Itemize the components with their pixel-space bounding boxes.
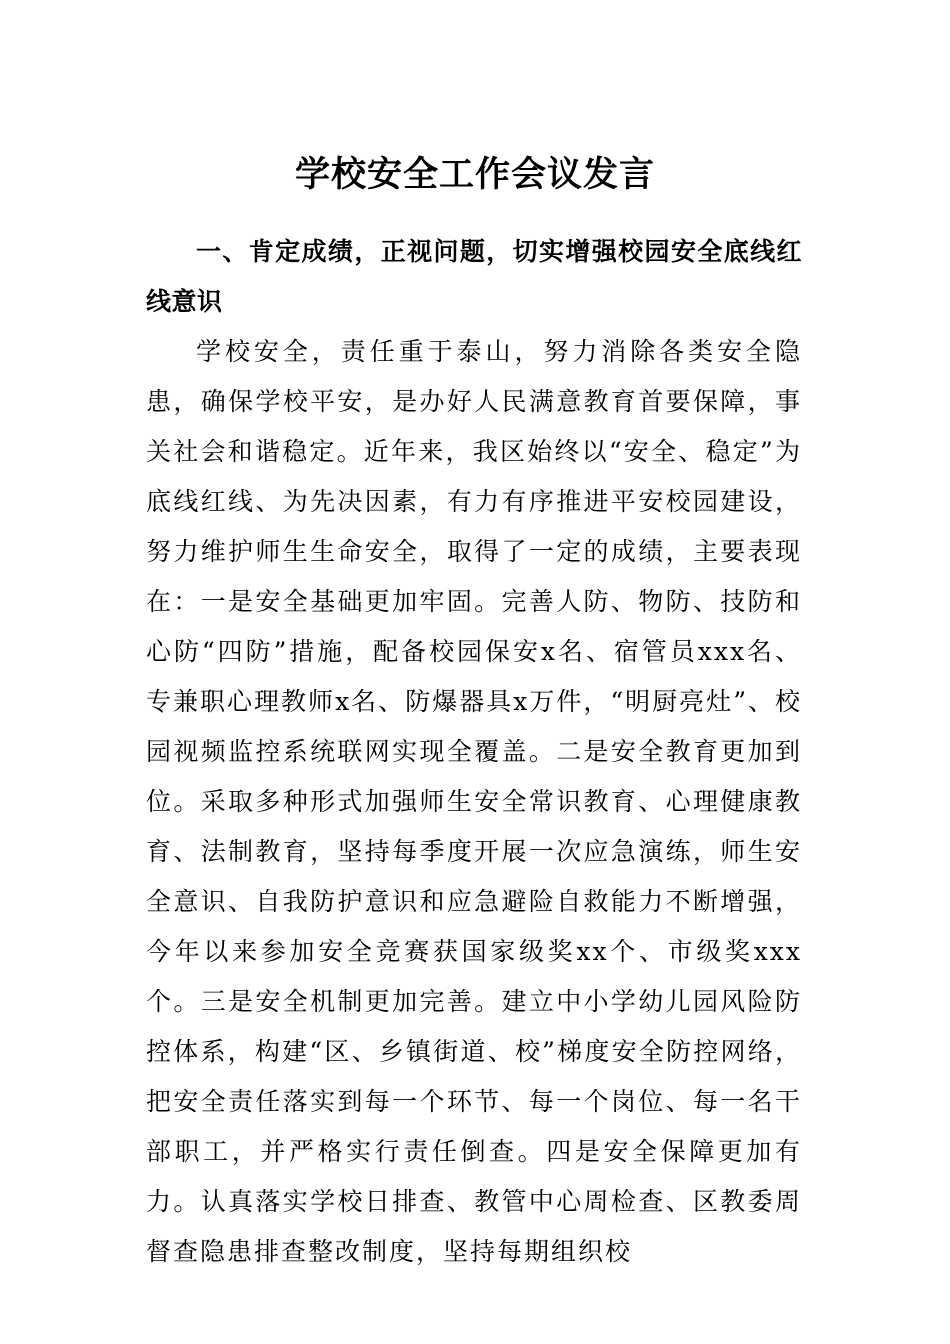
document-title: 学校安全工作会议发言	[294, 154, 655, 195]
body-paragraph: 学校安全，责任重于泰山，努力消除各类安全隐患，确保学校平安，是办好人民满意教育首要保障，事关社会和谐稳定。近年来，我区始终以“安全、稳定”为底线红线、为先决因素，有力有序推进平安校园建设，努力维护师生生命安全，取得了一定的成绩，主要表现在：一是安全基础更加牢固。完善人防、物防、技防和心防“四防”措施，配备校园保安x名、宿管员xxx名、专兼职心理教师x名、防爆器具x万件，“明厨亮灶”、校园视频监控系统联网实现全覆盖。二是安全教育更加到位。采取多种形式加强师生安全常识教育、心理健康教育、法制教育，坚持每季度开展一次应急演练，师生安全意识、自我防护意识和应急避险自救能力不断增强，今年以来参加安全竞赛获国家级奖xx个、市级奖xxx个。三是安全机制更加完善。建立中小学幼儿园风险防控体系，构建“区、乡镇街道、校”梯度安全防控网络，把安全责任落实到每一个环节、每一个岗位、每一名干部职工，并严格实行责任倒查。四是安全保障更加有力。认真落实学校日排查、教管中心周检查、区教委周督查隐患排查整改制度，坚持每期组织校	[146, 337, 802, 1266]
document-body	[146, 227, 802, 1277]
section-heading: 一、肯定成绩，正视问题，切实增强校园安全底线红线意识	[146, 237, 802, 316]
